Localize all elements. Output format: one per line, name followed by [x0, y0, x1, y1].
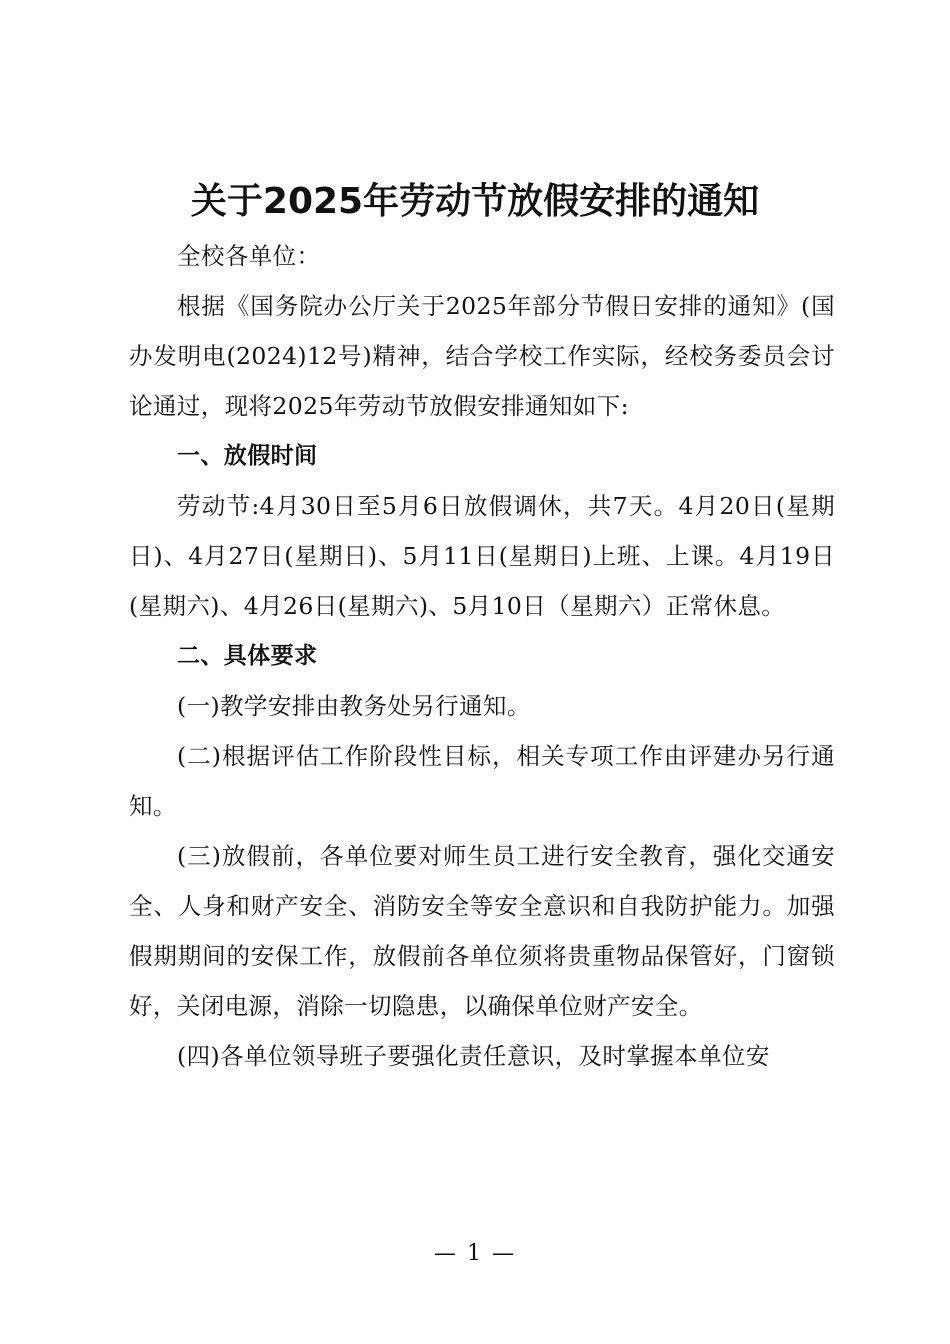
intro-paragraph: 根据《国务院办公厅关于2025年部分节假日安排的通知》(国办发明电(2024)12号)精神，结合学校工作实际，经校务委员会讨论通过，现将2025年劳动节放假安排通知如下: — [129, 292, 835, 420]
section-heading-requirements: 二、具体要求 — [177, 643, 318, 669]
document-title: 关于2025年劳动节放假安排的通知 — [190, 181, 760, 222]
requirement-item-3: (三)放假前，各单位要对师生员工进行安全教育，强化交通安全、人身和财产安全、消防安全等安全意识和自我防护能力。加强假期期间的安保工作，放假前各单位须将贵重物品保管好，门窗锁好，关闭电源，消除一切隐患，以确保单位财产安全。 — [129, 842, 835, 1020]
page-number: — 1 — — [434, 1241, 516, 1266]
holiday-time-paragraph: 劳动节:4月30日至5月6日放假调休，共7天。4月20日(星期日)、4月27日(星期日)、5月11日(星期日)上班、上课。4月19日(星期六)、4月26日(星期六)、5月10日（星期六）正常休息。 — [129, 492, 835, 620]
requirement-item-4: (四)各单位领导班子要强化责任意识，及时掌握本单位安 — [177, 1042, 770, 1070]
requirement-item-1: (一)教学安排由教务处另行通知。 — [177, 692, 531, 720]
section-heading-holiday-time: 一、放假时间 — [177, 443, 318, 469]
document-body — [129, 231, 835, 1081]
requirement-item-2: (二)根据评估工作阶段性目标，相关专项工作由评建办另行通知。 — [129, 742, 835, 820]
salutation: 全校各单位： — [177, 242, 321, 270]
